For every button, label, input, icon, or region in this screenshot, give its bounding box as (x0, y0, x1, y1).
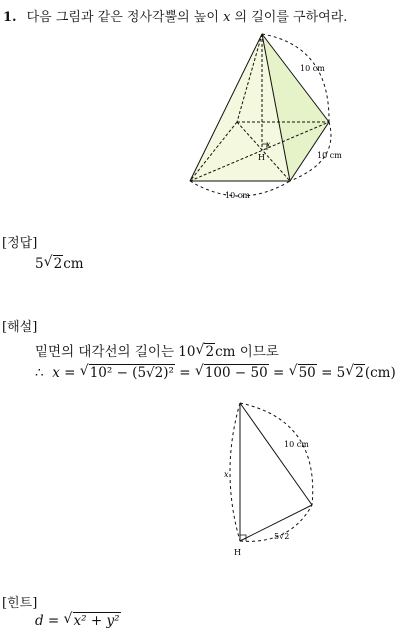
hint-lhs: d = (35, 613, 60, 629)
tri-label-height: x (224, 470, 229, 479)
solution-eq-3: = 5 (321, 365, 346, 381)
question-number: 1. (3, 10, 17, 25)
label-foot: H (258, 153, 265, 162)
triangle-figure (220, 395, 330, 565)
question-text (3, 6, 347, 25)
label-height: x (266, 140, 271, 149)
question-text-before: 다음 그림과 같은 정사각뿔의 높이 (26, 10, 219, 25)
hint-formula (35, 613, 121, 629)
solution-sqrt-2 (195, 365, 269, 381)
label-side: 10 cm (317, 151, 342, 160)
solution-sqrt-4 (345, 365, 365, 381)
question-text-after: 의 길이를 구하여라. (234, 10, 348, 25)
solution-lhs: x = (52, 365, 76, 381)
question-variable: x (223, 10, 231, 25)
pyramid-figure (180, 26, 350, 206)
solution-line-1 (35, 340, 279, 360)
answer-sqrt (44, 256, 64, 272)
solution-eq-1: = (179, 365, 191, 381)
solution-tail: (cm) (364, 365, 396, 381)
solution-rad-3: 50 (298, 365, 316, 381)
solution-rad-1: 10² − (5√2)² (89, 365, 174, 381)
label-edge: 10 cm (300, 64, 325, 73)
label-base: 10 cm (225, 191, 250, 200)
hint-heading: [힌트] (2, 596, 38, 611)
solution-line1-sqrt (195, 344, 215, 360)
solution-line1-a: 밑면의 대각선의 길이는 10 (35, 344, 196, 360)
tri-arc-height (230, 403, 240, 541)
solution-line1-rad: 2 (205, 344, 215, 360)
answer-heading: [정답] (2, 236, 38, 251)
answer-radicand: 2 (53, 256, 63, 272)
tri-label-foot: H (234, 548, 241, 557)
answer-value (35, 256, 84, 272)
hint-radicand: x² + y² (73, 613, 120, 629)
tri-label-hyp: 10 cm (284, 440, 309, 449)
solution-sqrt-3 (289, 365, 317, 381)
solution-rad-4: 2 (355, 365, 364, 381)
answer-unit: cm (63, 256, 84, 272)
solution-line1-b: cm 이므로 (215, 344, 279, 360)
tri-label-base: 5√2 (274, 532, 290, 541)
solution-line-2 (35, 365, 396, 381)
therefore-symbol: ∴ (35, 365, 44, 381)
solution-sqrt-1 (80, 365, 175, 381)
tri-hypotenuse (240, 403, 312, 505)
solution-heading: [해설] (2, 320, 38, 335)
answer-coef: 5 (35, 256, 44, 272)
solution-rad-2: 100 − 50 (204, 365, 268, 381)
hint-sqrt (64, 613, 121, 629)
solution-eq-2: = (272, 365, 285, 381)
